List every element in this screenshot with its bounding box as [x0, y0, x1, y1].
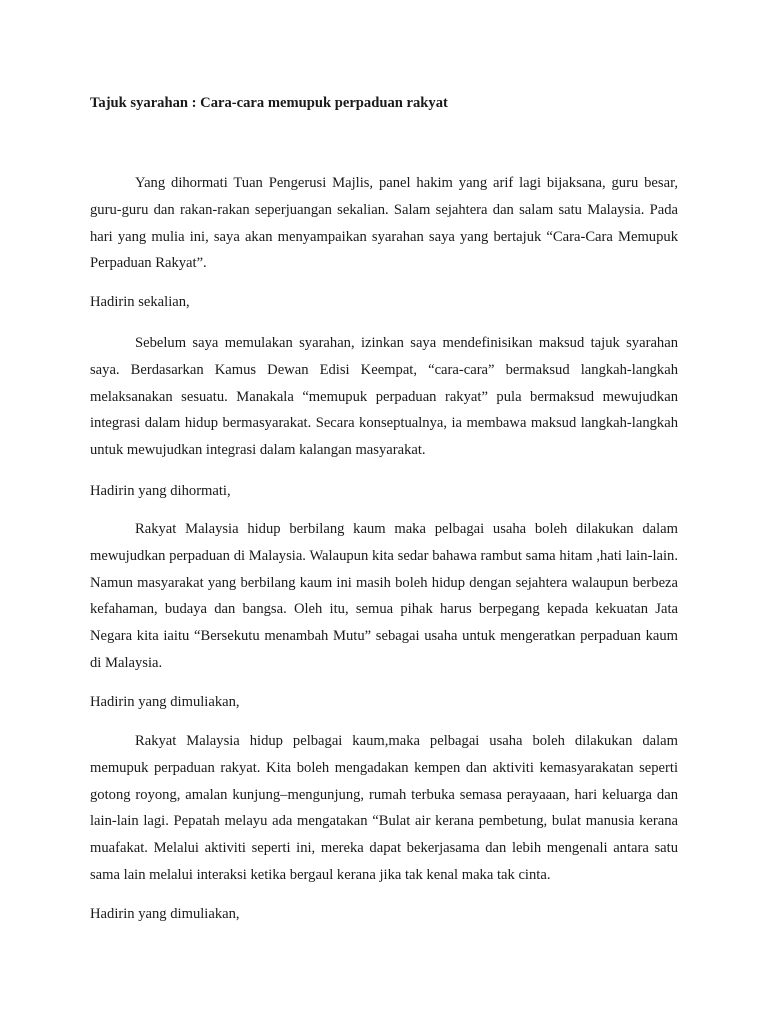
document-title: Tajuk syarahan : Cara-cara memupuk perpaduan rakyat	[90, 95, 448, 111]
salutation: Hadirin yang dihormati,	[90, 483, 231, 499]
salutation: Hadirin sekalian,	[90, 294, 190, 310]
salutation: Hadirin yang dimuliakan,	[90, 694, 240, 710]
paragraph-opening: Yang dihormati Tuan Pengerusi Majlis, panel hakim yang arif lagi bijaksana, guru besar, guru-guru dan rakan-rakan seperjuangan sekalian. Salam sejahtera dan salam satu Malaysia. Pada hari yang mulia ini, saya akan menyampaikan syarahan saya yang bertajuk “Cara-Cara Memupuk Perpaduan Rakyat”.	[90, 175, 678, 272]
paragraph-body: Rakyat Malaysia hidup pelbagai kaum,maka pelbagai usaha boleh dilakukan dalam memupuk perpaduan rakyat. Kita boleh mengadakan kempen dan aktiviti kemasyarakatan seperti gotong royong, amalan kunjung–mengunjung, rumah terbuka semasa perayaaan, hari keluarga dan lain-lain lagi. Pepatah melayu ada mengatakan “Bulat air kerana pembetung, bulat manusia kerana muafakat. Melalui aktiviti seperti ini, mereka dapat bekerjasama dan lebih mengenali antara satu sama lain melalui interaksi ketika bergaul kerana jika tak kenal maka tak cinta.	[90, 733, 678, 883]
salutation: Hadirin yang dimuliakan,	[90, 906, 240, 922]
paragraph-body: Rakyat Malaysia hidup berbilang kaum maka pelbagai usaha boleh dilakukan dalam mewujudkan perpaduan di Malaysia. Walaupun kita sedar bahawa rambut sama hitam ,hati lain-lain. Namun masyarakat yang berbilang kaum ini masih boleh hidup dengan sejahtera walaupun berbeza kefahaman, budaya dan bangsa. Oleh itu, semua pihak harus berpegang kepada kekuatan Jata Negara kita iaitu “Bersekutu menambah Mutu” sebagai usaha untuk mengeratkan perpaduan kaum di Malaysia.	[90, 521, 678, 671]
paragraph-definition: Sebelum saya memulakan syarahan, izinkan saya mendefinisikan maksud tajuk syarahan saya. Berdasarkan Kamus Dewan Edisi Keempat, “cara-cara” bermaksud langkah-langkah melaksanakan sesuatu. Manakala “memupuk perpaduan rakyat” pula bermaksud mewujudkan integrasi dalam hidup bermasyarakat. Secara konseptualnya, ia membawa maksud langkah-langkah untuk mewujudkan integrasi dalam kalangan masyarakat.	[90, 335, 678, 459]
